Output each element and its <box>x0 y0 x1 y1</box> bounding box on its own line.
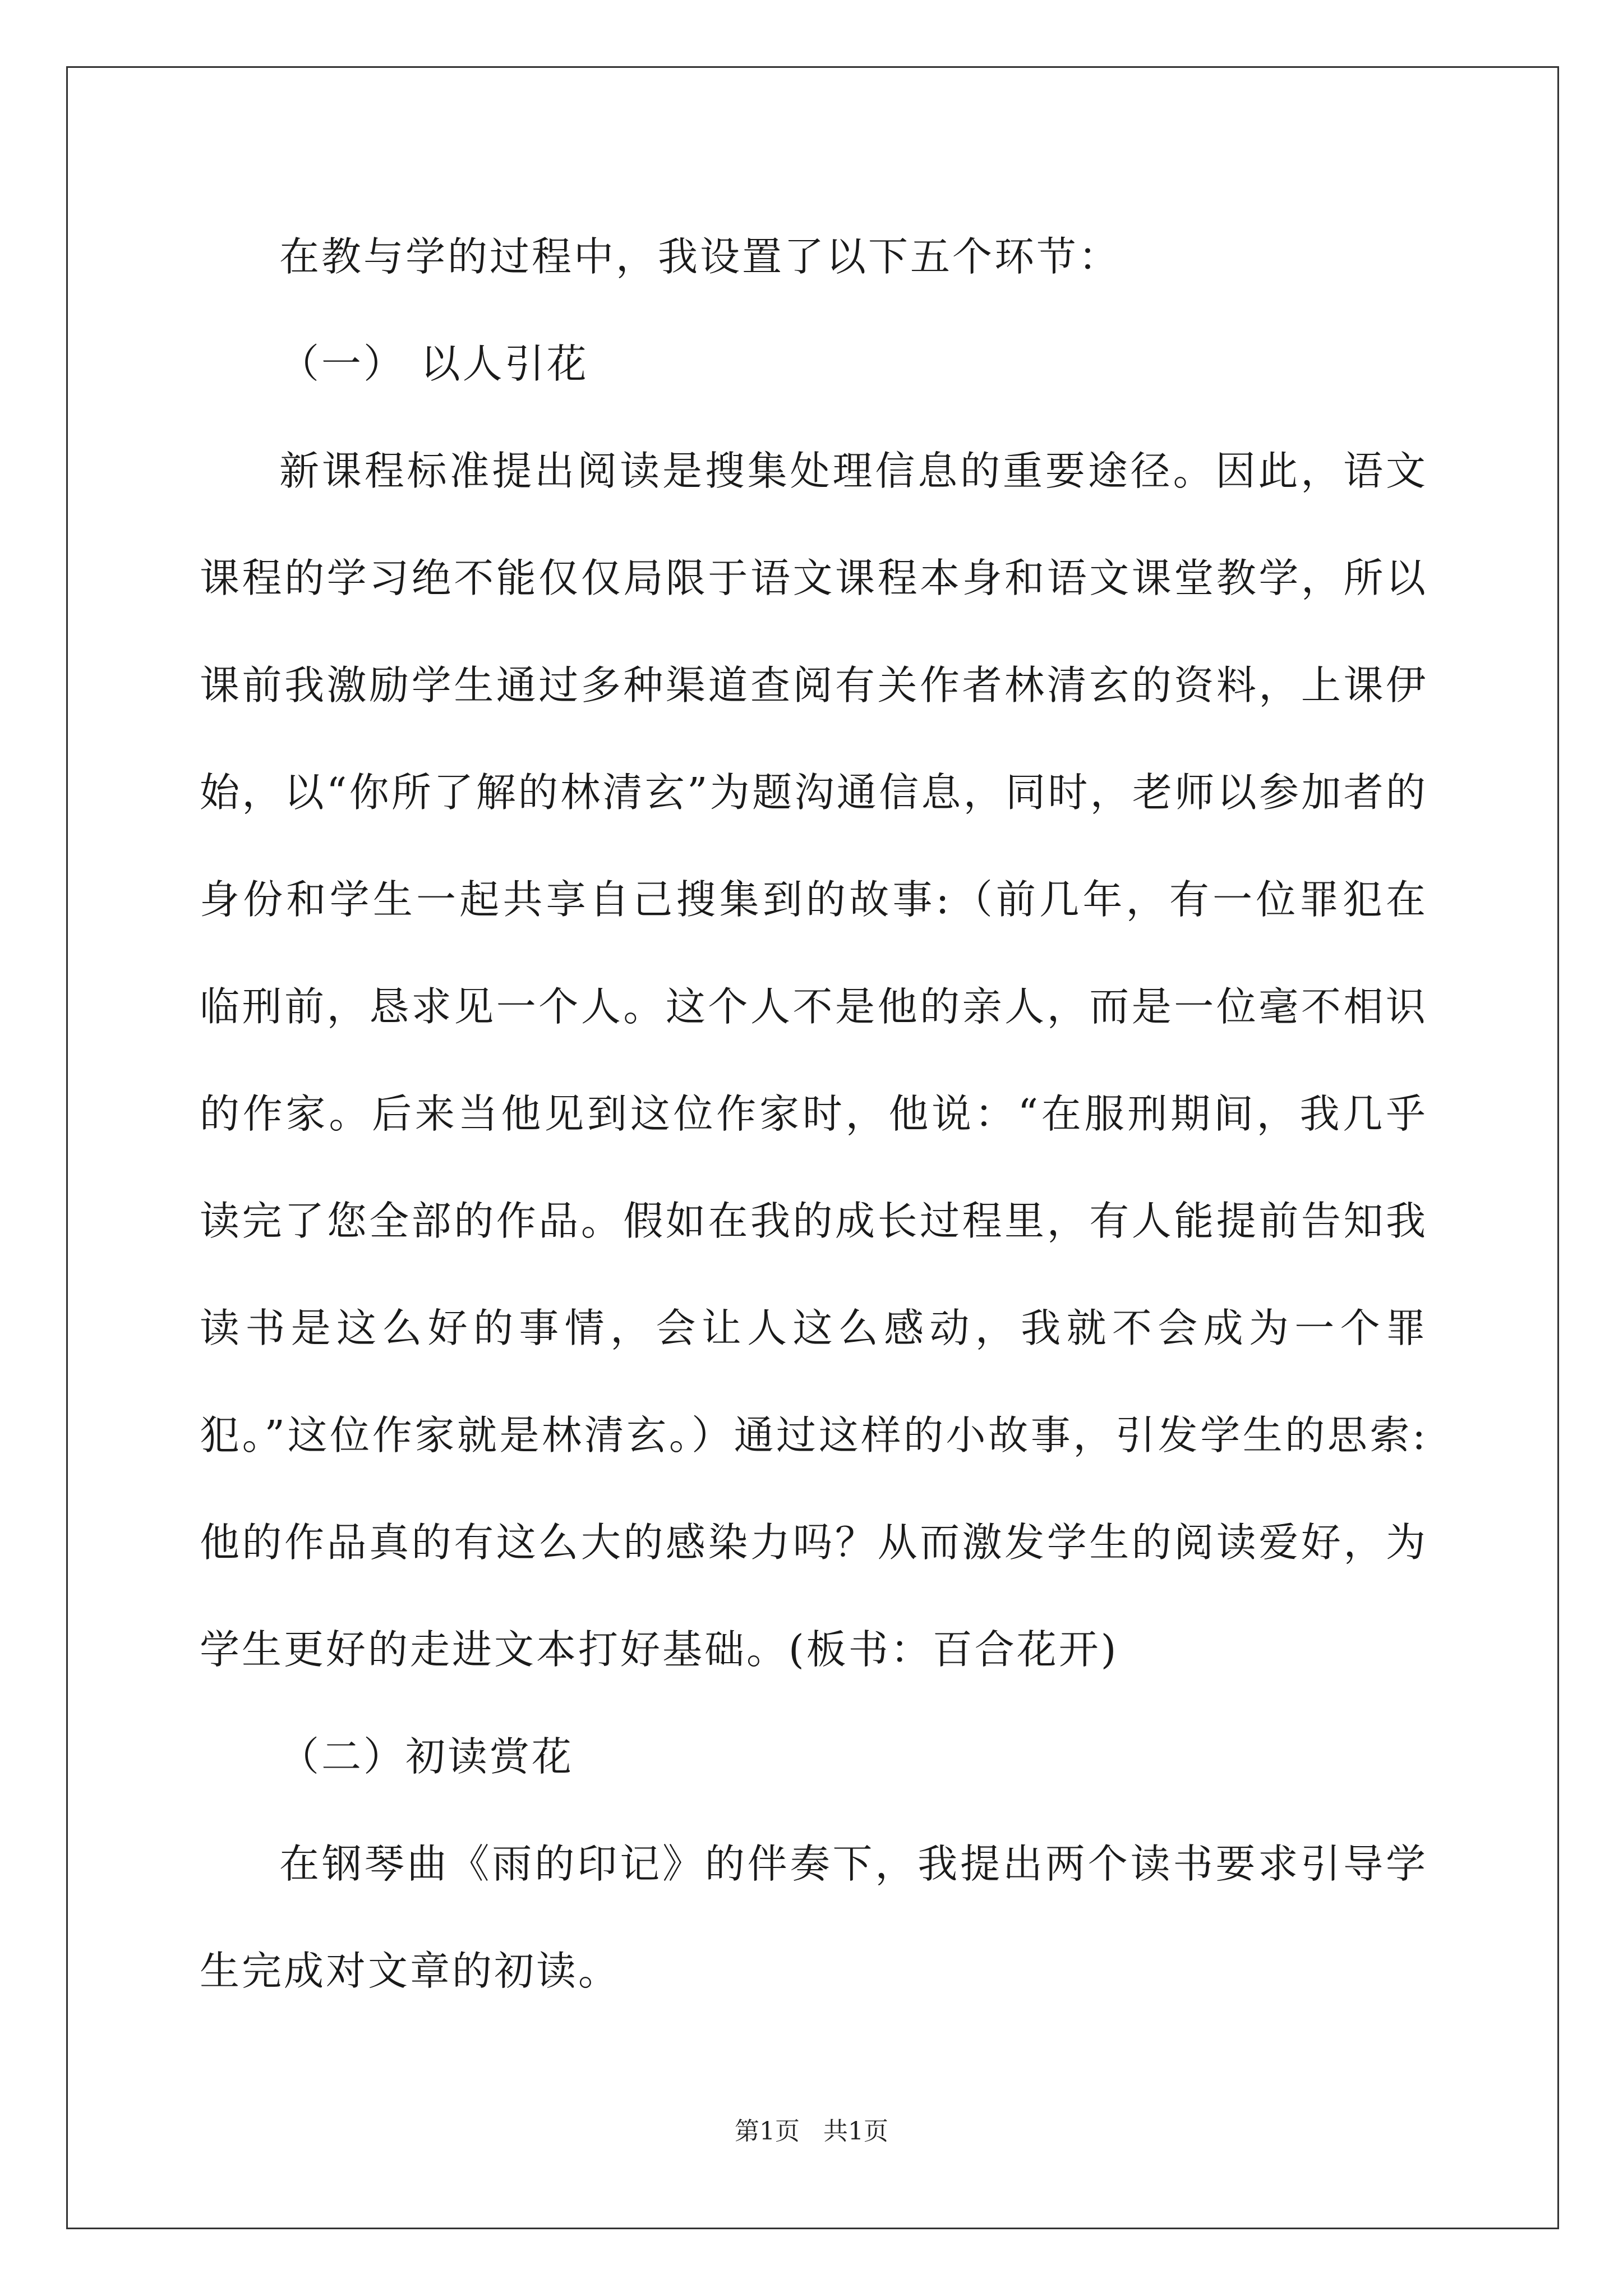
intro-paragraph: 在教与学的过程中，我设置了以下五个环节： <box>279 233 1121 280</box>
document-body <box>200 203 1428 2024</box>
section-heading-1: （一） 以人引花 <box>279 341 589 387</box>
section-1-paragraph: 新课程标准提出阅读是搜集处理信息的重要途径。因此，语文课程的学习绝不能仅仅局限于语文课程本身和语文课堂教学，所以课前我激励学生通过多种渠道查阅有关作者林清玄的资料，上课伊始，以“你所了解的林清玄”为题沟通信息，同时，老师以参加者的身份和学生一起共享自己搜集到的故事:（前几年，有一位罪犯在临刑前，恳求见一个人。这个人不是他的亲人，而是一位毫不相识的作家。后来当他见到这位作家时，他说：“在服刑期间，我几乎读完了您全部的作品。假如在我的成长过程里，有人能提前告知我读书是这么好的事情，会让人这么感动，我就不会成为一个罪犯。”这位作家就是林清玄。）通过这样的小故事，引发学生的思索: 他的作品真的有这么大的感染力吗？从而激发学生的阅读爱好，为学生更好的走进文本打好基础。(板书：百合花开) <box>200 448 1428 1673</box>
page-footer: 第1页 共1页 <box>735 2117 888 2146</box>
section-2-paragraph: 在钢琴曲《雨的印记》的伴奏下，我提出两个读书要求引导学生完成对文章的初读。 <box>200 1841 1428 1994</box>
section-heading-2: （二）初读赏花 <box>279 1733 574 1780</box>
